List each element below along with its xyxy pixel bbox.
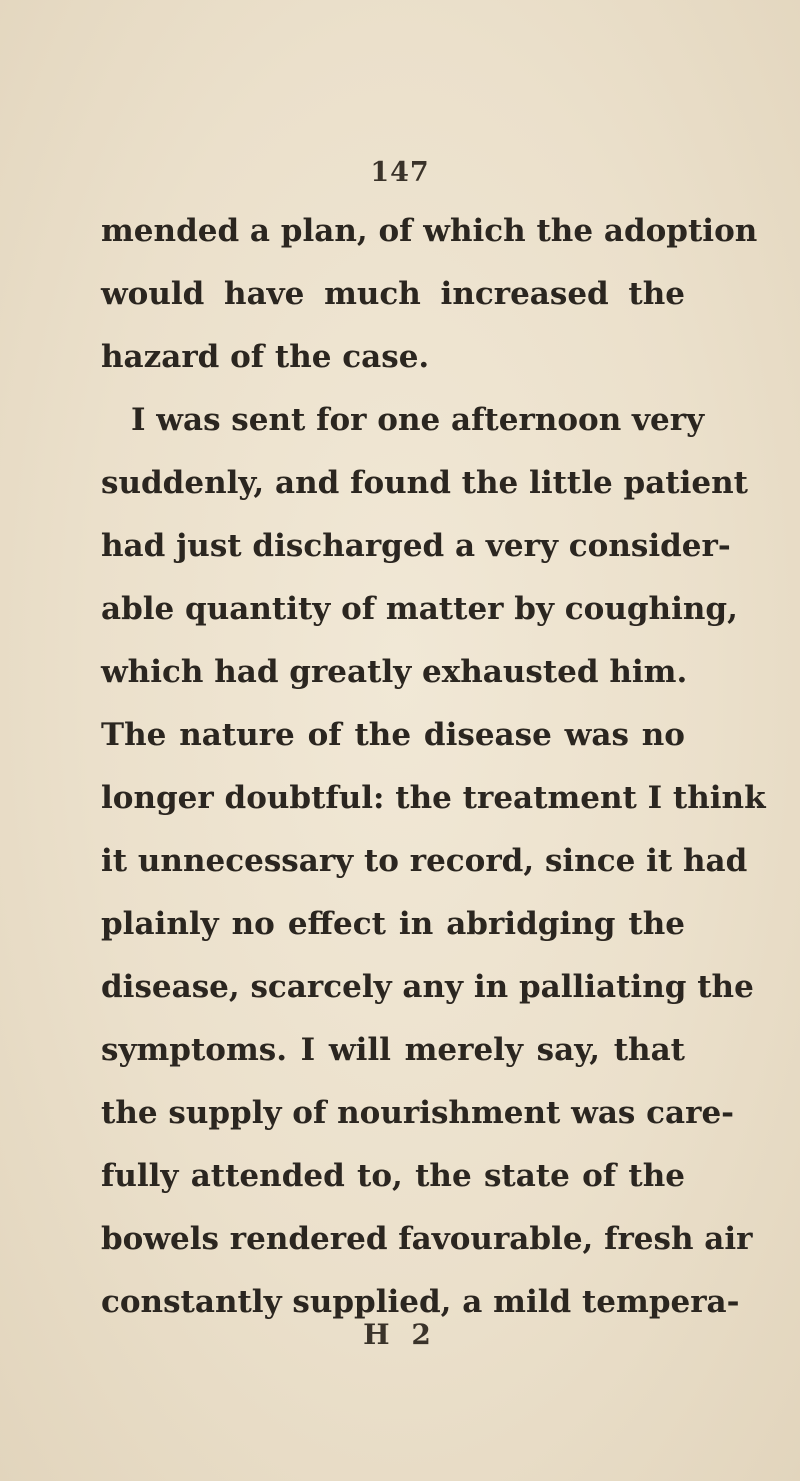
page-number: 147 [370,157,430,188]
text-line: able quantity of matter by coughing, [101,591,738,627]
text-line: bowels rendered favourable, fresh air [101,1221,753,1257]
text-line: would have much increased the [101,276,685,312]
text-line: longer doubtful: the treatment I think [101,780,766,816]
text-line: had just discharged a very consider- [101,528,731,564]
text-line: mended a plan, of which the adoption [101,213,758,249]
text-line: plainly no effect in abridging the [101,906,685,942]
text-line: The nature of the disease was no [101,717,685,753]
text-line: fully attended to, the state of the [101,1158,685,1194]
body-text [101,200,766,1334]
text-line: which had greatly exhausted him. [101,654,688,690]
text-line: hazard of the case. [101,339,430,375]
text-line: I was sent for one afternoon very [131,402,705,438]
signature-mark: H 2 [363,1318,437,1351]
text-line: symptoms. I will merely say, that [101,1032,685,1068]
text-line: the supply of nourishment was care- [101,1095,735,1131]
text-line: disease, scarcely any in palliating the [101,969,754,1005]
text-line: suddenly, and found the little patient [101,465,748,501]
text-line: it unnecessary to record, since it had [101,843,748,879]
text-line: constantly supplied, a mild tempera- [101,1284,740,1320]
